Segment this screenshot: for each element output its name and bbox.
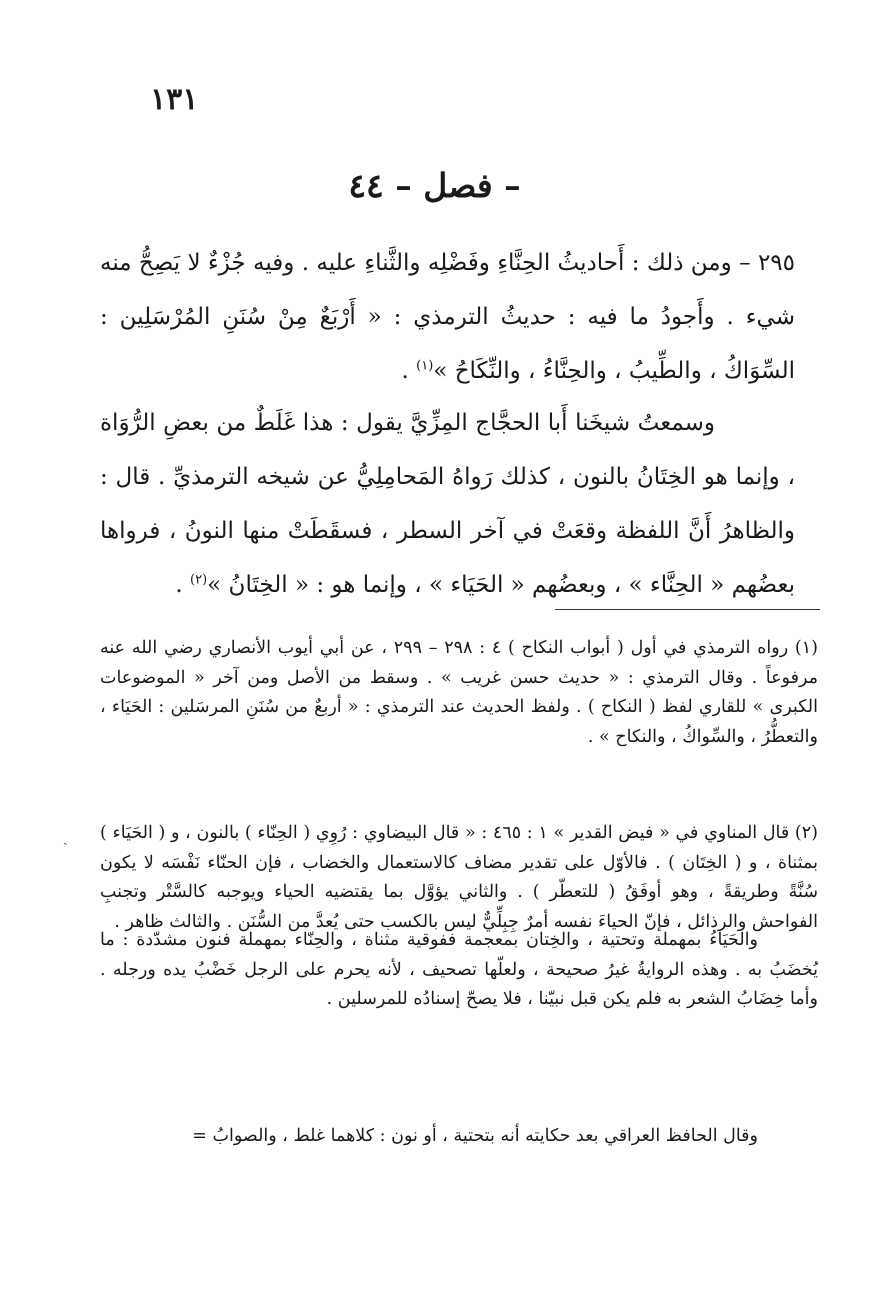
paragraph-295: ٢٩٥ – ومن ذلك : أَحاديثُ الحِنَّاءِ وفَضْلِه والثَّناءِ عليه . وفيه جُزْءٌ لا يَصِحُّ منه شيء . وأَجودُ ما فيه : حديثُ الترمذي : « أَرْبَعٌ مِنْ سُنَنِ المُرْسَلِين : السِّوَاكُ ، والطِّيبُ ، والحِنَّاءُ ، والنِّكَاحُ »$^{(١)}$ . [100,250,795,384]
footnote-ref-1: (١) [416,358,434,374]
footnote-2 [100,819,818,937]
footnote-2-text: (٢) قال المناوي في « فيض القدير » ١ : ٤٦٥ : « قال البيضاوي : رُوِي ( الحِنّاء ) بالنون ، و ( الحَيَاء ) بمثناة ، و ( الخِتَان ) . فالأوّل على تقدير مضاف كالاستعمال والخضاب ، فإن الحنّاء نَفْسَه لا يكون سُنَّةً وطريقةً ، وهو أوفَقُ ( للتعطّر ) . والثاني يؤوَّل بما يقتضيه الحياء ويوجبه كالسَّتْر وتجنبِ الفواحش والرذائل ، فإنّ الحياءَ نفسه أمرٌ جِبِلِّيٌّ ليس بالكسب حتى يُعدَّ من السُّنَن . والثالث ظاهر . [100,823,818,932]
paragraph-295-text: ٢٩٥ – ومن ذلك : أَحاديثُ الحِنَّاءِ وفَضْلِه والثَّناءِ عليه . وفيه جُزْءٌ لا يَصِحُّ منه شيء . وأَجودُ ما فيه : حديثُ الترمذي : « أَرْبَعٌ مِنْ سُنَنِ المُرْسَلِين : السِّوَاكُ ، والطِّيبُ ، والحِنَّاءُ ، والنِّكَاحُ » [100,250,795,384]
margin-mark: ˏ [63,830,68,846]
footnote-1 [100,634,818,752]
footnote-divider [555,609,820,610]
paragraph-commentary-text: وسمعتُ شيخَنا أَبا الحجَّاج المِزِّيَّ يقول : هذا غَلَطٌ من بعضِ الرُّوَاة ، وإنما هو الخِتَانُ بالنون ، كذلك رَواهُ المَحامِلِيُّ عن شيخه الترمذيِّ . قال : والظاهرُ أَنَّ اللفظة وقعَتْ في آخر السطر ، فسقَطَتْ منها النونُ ، فرواها بعضُهم « الحِنَّاء » ، وبعضُهم « الحَيَاء » ، وإنما هو : « الخِتَانُ » [100,410,795,598]
footnote-3-text: والحَيَاءُ بمهملة وتحتية ، والخِتان بمعجمة ففوقية مثناة ، والحِنّاء بمهملة فنون مشدّدة : ما يُخضَبُ به . وهذه الروايةُ غيرُ صحيحة ، ولعلّها تصحيف ، لأنه يحرم على الرجل خَضْبُ يده ورجله . وأما خِضَابُ الشعر به فلم يكن قبل نبيّنا ، فلا يصحّ إسنادُه للمرسلين . [100,930,818,1009]
footnote-1-text: (١) رواه الترمذي في أول ( أبواب النكاح ) ٤ : ٢٩٨ – ٢٩٩ ، عن أبي أيوب الأنصاري رضي الله عنه مرفوعاً . وقال الترمذي : « حديث حسن غريب » . وسقط من الأصل ومن آخر « الموضوعات الكبرى » للقاري لفظ ( النكاح ) . ولفظ الحديث عند الترمذي : « أربعٌ من سُنَنِ المرسَلين : الحَيَاء ، والتعطُّرُ ، والسِّواكُ ، والنكاح » . [100,638,818,747]
footnote-4-text: وقال الحافظ العراقي بعد حكايته أنه بتحتية ، أو نون : كلاهما غلط ، والصوابُ = [192,1126,758,1146]
paragraph-commentary [100,396,795,612]
section-title: فصل – ٤٤ – [348,166,521,205]
page-number: ١٣١ [150,82,199,117]
footnote-2-continued [100,926,818,1015]
footnote-2-final [100,1122,818,1152]
paragraph-end: . [175,572,183,598]
footnote-ref-2: (٢) [190,572,208,588]
